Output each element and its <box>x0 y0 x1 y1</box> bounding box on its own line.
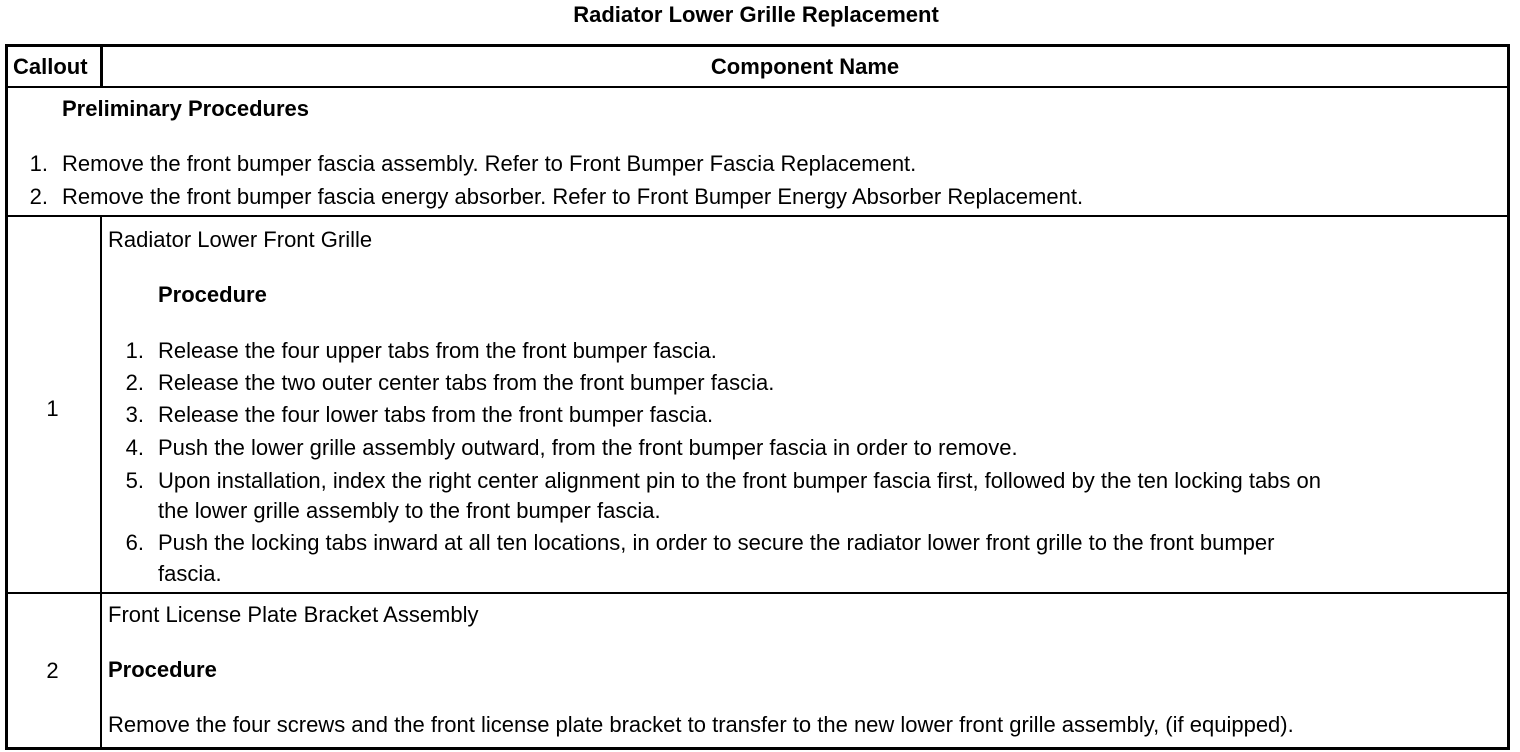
step-number: 1. <box>125 338 144 363</box>
header-divider <box>5 86 1510 88</box>
callout-number: 2 <box>46 658 59 683</box>
preliminary-step-text: Remove the front bumper fascia energy absorber. Refer to Front Bumper Energy Absorber Replacement. <box>62 184 1084 209</box>
step-text: Release the four lower tabs from the front bumper fascia. <box>158 402 714 427</box>
row-divider-callout-1 <box>5 592 1510 594</box>
component-name: Radiator Lower Front Grille <box>108 227 373 252</box>
row-divider-preliminary <box>5 215 1510 217</box>
procedure-heading: Procedure <box>108 657 217 682</box>
step-text-continued: the lower grille assembly to the front bumper fascia. <box>158 498 661 523</box>
page-title: Radiator Lower Grille Replacement <box>573 2 939 27</box>
procedure-text: Remove the four screws and the front license plate bracket to transfer to the new lower front grille assembly, (if equipped). <box>108 712 1294 737</box>
step-text: Push the locking tabs inward at all ten locations, in order to secure the radiator lower front grille to the front bumper <box>158 530 1275 555</box>
procedure-heading: Procedure <box>158 282 267 307</box>
component-name: Front License Plate Bracket Assembly <box>108 602 479 627</box>
preliminary-heading: Preliminary Procedures <box>62 96 310 121</box>
step-number: 5. <box>125 468 144 493</box>
step-text: Release the four upper tabs from the front bumper fascia. <box>158 338 717 363</box>
preliminary-step-text: Remove the front bumper fascia assembly. Refer to Front Bumper Fascia Replacement. <box>62 151 917 176</box>
procedure-table <box>5 44 1510 750</box>
header-component-name: Component Name <box>710 54 900 79</box>
preliminary-step-number: 2. <box>29 184 48 209</box>
callout-number: 1 <box>46 396 59 421</box>
column-divider-body <box>100 216 102 747</box>
step-number: 6. <box>125 530 144 555</box>
preliminary-step-number: 1. <box>29 151 48 176</box>
step-text: Push the lower grille assembly outward, from the front bumper fascia in order to remove. <box>158 435 1018 460</box>
step-text-continued: fascia. <box>158 561 222 586</box>
header-callout: Callout <box>13 54 88 79</box>
step-text: Release the two outer center tabs from the front bumper fascia. <box>158 370 775 395</box>
step-text: Upon installation, index the right center alignment pin to the front bumper fascia first, followed by the ten locking tabs on <box>158 468 1321 493</box>
step-number: 3. <box>125 402 144 427</box>
step-number: 4. <box>125 435 144 460</box>
step-number: 2. <box>125 370 144 395</box>
